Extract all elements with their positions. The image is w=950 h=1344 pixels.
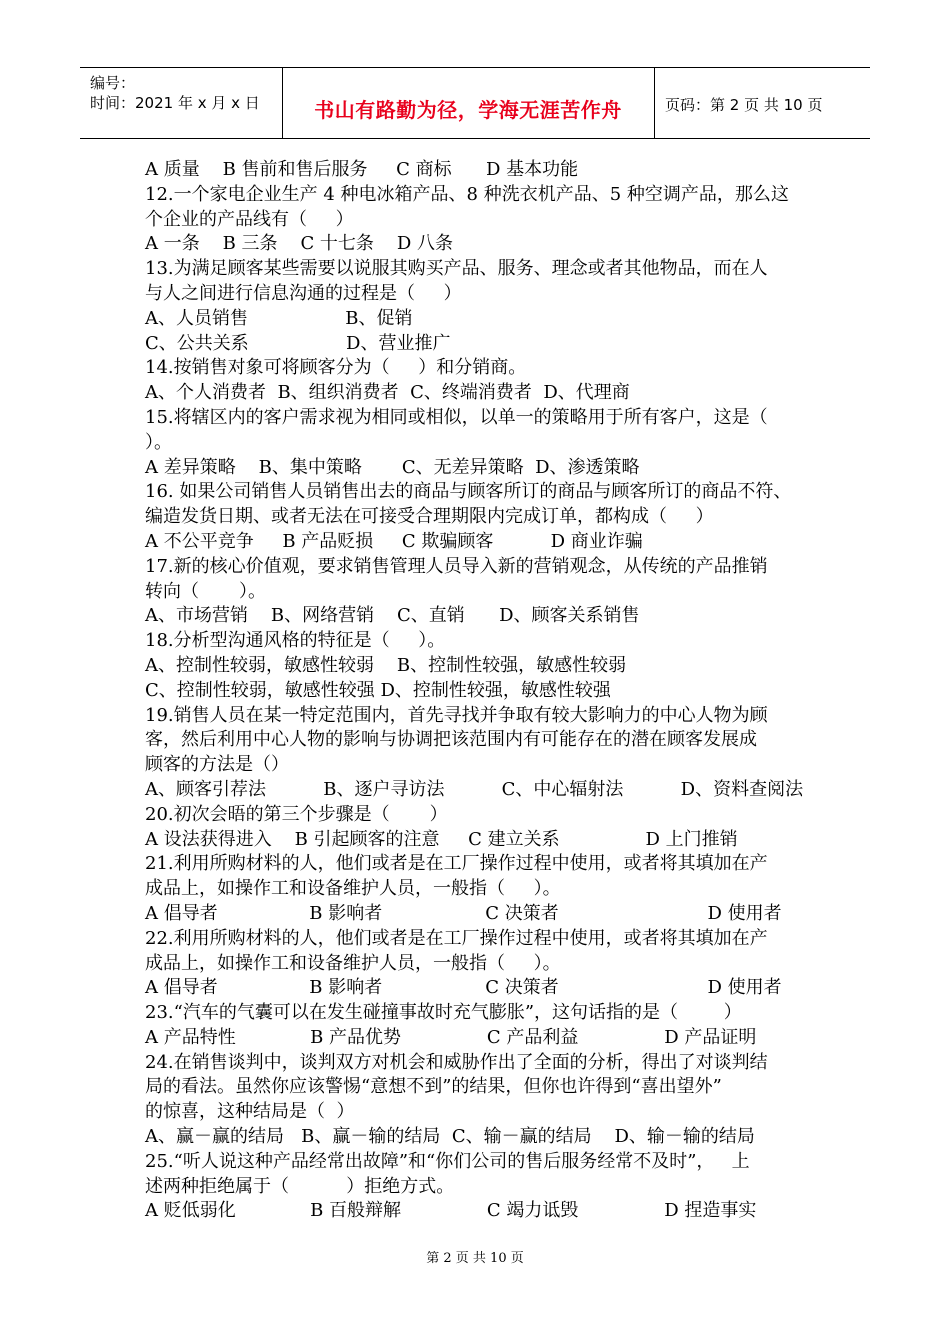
text-line: A 差异策略 B、集中策略 C、无差异策略 D、渗透策略 <box>145 456 640 478</box>
text-line: 的惊喜，这种结局是（ ） <box>145 1101 355 1123</box>
text-line: A、赢－赢的结局 B、赢－输的结局 C、输－赢的结局 D、输－输的结局 <box>145 1126 755 1148</box>
header-page-cell <box>655 68 870 138</box>
text-line: A、市场营销 B、网络营销 C、直销 D、顾客关系销售 <box>145 605 640 627</box>
document-date: 时间：2021 年 x 月 x 日 <box>90 94 260 112</box>
text-line: C、控制性较弱，敏感性较强 D、控制性较强，敏感性较强 <box>145 679 611 701</box>
text-line: A 不公平竞争 B 产品贬损 C 欺骗顾客 D 商业诈骗 <box>145 530 643 552</box>
text-line: A、人员销售 B、促销 <box>145 307 413 329</box>
text-line: A 产品特性 B 产品优势 C 产品利益 D 产品证明 <box>145 1026 757 1048</box>
text-line: A 一条 B 三条 C 十七条 D 八条 <box>145 233 453 255</box>
text-line: 14.按销售对象可将顾客分为（ ）和分销商。 <box>145 357 527 379</box>
text-line: 编造发货日期、或者无法在可接受合理期限内完成订单，都构成（ ） <box>145 506 714 528</box>
text-line: 24.在销售谈判中，谈判双方对机会和威胁作出了全面的分析，得出了对谈判结 <box>145 1051 768 1073</box>
text-line: 19.销售人员在某一特定范围内，首先寻找并争取有较大影响力的中心人物为顾 <box>145 704 768 726</box>
text-line: 成品上，如操作工和设备维护人员，一般指（ ）。 <box>145 878 561 900</box>
header-motto-cell <box>282 68 655 138</box>
text-line: 18.分析型沟通风格的特征是（ ）。 <box>145 630 446 652</box>
page-header <box>80 67 870 139</box>
text-line: 12.一个家电企业生产 4 种电冰箱产品、8 种洗衣机产品、5 种空调产品，那么这 <box>145 183 789 205</box>
text-line: C、公共关系 D、营业推广 <box>145 332 451 354</box>
text-line: 13.为满足顾客某些需要以说服其购买产品、服务、理念或者其他物品，而在人 <box>145 258 768 280</box>
text-line: 15.将辖区内的客户需求视为相同或相似，以单一的策略用于所有客户，这是（ <box>145 406 768 428</box>
text-line: A 倡导者 B 影响者 C 决策者 D 使用者 <box>145 902 782 924</box>
text-line: 17.新的核心价值观，要求销售管理人员导入新的营销观念，从传统的产品推销 <box>145 555 768 577</box>
text-line: 20.初次会晤的第三个步骤是（ ） <box>145 803 448 825</box>
text-line: 个企业的产品线有（ ） <box>145 208 354 230</box>
text-line: 转向（ ）。 <box>145 580 267 602</box>
text-line: A 倡导者 B 影响者 C 决策者 D 使用者 <box>145 977 782 999</box>
text-line: 22.利用所购材料的人，他们或者是在工厂操作过程中使用，或者将其填加在产 <box>145 927 768 949</box>
text-line: A 质量 B 售前和售后服务 C 商标 D 基本功能 <box>145 159 579 180</box>
text-line: 局的看法。虽然你应该警惕“意想不到”的结果，但你也许得到“喜出望外” <box>145 1076 722 1098</box>
text-line: A、控制性较弱，敏感性较弱 B、控制性较强，敏感性较弱 <box>145 654 627 676</box>
text-line: 16. 如果公司销售人员销售出去的商品与顾客所订的商品与顾客所订的商品不符、 <box>145 481 792 503</box>
text-line: A 设法获得进入 B 引起顾客的注意 C 建立关系 D 上门推销 <box>145 828 738 850</box>
text-line: 顾客的方法是（） <box>145 754 289 776</box>
text-line: ）。 <box>145 431 172 453</box>
text-line: A、个人消费者 B、组织消费者 C、终端消费者 D、代理商 <box>145 382 630 404</box>
header-motto: 书山有路勤为径，学海无涯苦作舟 <box>314 98 622 122</box>
text-line: 与人之间进行信息沟通的过程是（ ） <box>145 282 462 304</box>
header-info-cell <box>80 68 283 138</box>
text-line: 21.利用所购材料的人，他们或者是在工厂操作过程中使用，或者将其填加在产 <box>145 853 768 875</box>
text-line: 25.“听人说这种产品经常出故障”和“你们公司的售后服务经常不及时”， 上 <box>145 1150 750 1172</box>
question-content <box>145 158 825 1224</box>
document-number-label: 编号： <box>90 74 136 92</box>
text-line: 述两种拒绝属于（ ）拒绝方式。 <box>145 1175 455 1197</box>
text-line: A 贬低弱化 B 百般辩解 C 竭力诋毁 D 捏造事实 <box>145 1200 757 1222</box>
header-page-info: 页码：第 2 页 共 10 页 <box>665 96 823 114</box>
text-line: 客，然后利用中心人物的影响与协调把该范围内有可能存在的潜在顾客发展成 <box>145 729 757 751</box>
page-footer: 第 2 页 共 10 页 <box>426 1251 524 1266</box>
text-line: 23.“汽车的气囊可以在发生碰撞事故时充气膨胀”，这句话指的是（ ） <box>145 1002 742 1024</box>
text-line: 成品上，如操作工和设备维护人员，一般指（ ）。 <box>145 952 561 974</box>
text-line: A、顾客引荐法 B、逐户寻访法 C、中心辐射法 D、资料查阅法 <box>145 778 804 800</box>
